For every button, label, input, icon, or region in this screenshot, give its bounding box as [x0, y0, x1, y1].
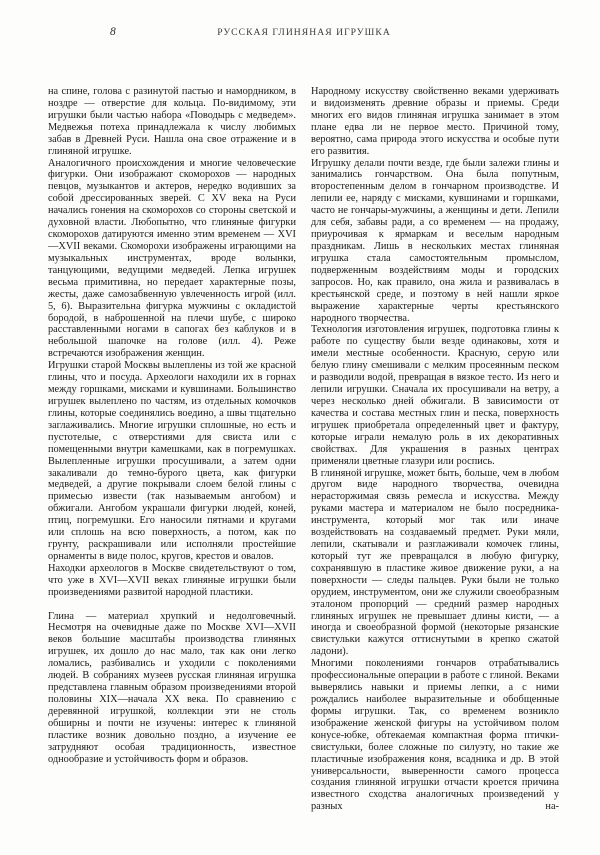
running-title: РУССКАЯ ГЛИНЯНАЯ ИГРУШКА [217, 27, 391, 38]
paragraph: Аналогичного происхождения и многие человеческие фигурки. Они изображают скоморохов — народных певцов, музыкантов и актеров, нередко водивших за собой дрессированных зверей. С XV века на Руси начались гонения на скоморохов со стороны светской и духовной власти. Любопытно, что глиняные фигурки скоморохов датируются именно этим временем — XVI—XVII веками. Скоморохи изображены играющими на музыкальных инструментах, вроде волынки, танцующими, ведущими медведей. Лепка игрушек весьма примитивна, но передает характерные позы, жесты, даже самозабвенную увлеченность игрой (илл. 5, 6). Выразительна фигурка мужчины с окладистой бородой, в наброшенной на плечи шубе, с широко расставленными ногами в сапогах без каблуков и в небольшой шапочке на голове (илл. 4). Реже встречаются изображения женщин. [48, 157, 296, 360]
left-column [48, 86, 296, 836]
page-number: 8 [110, 26, 116, 38]
paragraph: Игрушку делали почти везде, где были залежи глины и занимались гончарством. Она была попутным, второстепенным делом в гончарном производстве. И лепили ее, наряду с мисками, кувшинами и горшками, часто не гончары-мужчины, а женщины и дети. Лепили для себя, забавы ради, а со временем — на продажу, приурочивая к ярмаркам и веселым народным праздникам. Лишь в нескольких местах глиняная игрушка стала самостоятельным промыслом, подверженным воздействиям моды и городских запросов. Но, как правило, она жила и развивалась в крестьянской среде, и поэтому в ней нашли яркое выражение характерные черты крестьянского народного творчества. [311, 157, 559, 324]
right-column [311, 86, 559, 836]
paragraph: Находки археологов в Москве свидетельствуют о том, что уже в XVI—XVII веках глиняные игрушки были произведениями развитой народной пластики. [48, 562, 296, 598]
running-head [48, 26, 552, 42]
paragraph: Глина — материал хрупкий и недолговечный. Несмотря на очевидные даже по Москве XVI—XVII веков большие масштабы производства глиняных игрушек, их дошло до нас мало, так как они легко ломались, разбивались и уходили с поколениями людей. В собраниях музеев русская глиняная игрушка представлена главным образом произведениями второй половины XIX—начала XX века. По сравнению с деревянной игрушкой, коллекции эти не столь обширны и почти не изучены: интерес к глиняной пластике возник довольно поздно, а изучение ее затрудняют особая традиционность, известное однообразие и устойчивость форм и образов. [48, 610, 296, 765]
paragraph: Народному искусству свойственно веками удерживать и видоизменять древние образы и приемы. Среди многих его видов глиняная игрушка занимает в этом плане едва ли не первое место. Причиной тому, вероятно, сама природа этого искусства и особые пути его развития. [311, 86, 559, 157]
paragraph: Технология изготовления игрушек, подготовка глины к работе по существу были везде одинаковы, хотя и имели местные особенности. Красную, серую или белую глину смешивали с мелким просеянным песком и разводили водой, превращая в вязкое тесто. Из него и лепили игрушки. Сначала их просушивали на ветру, а через несколько дней обжигали. В зависимости от качества и состава местных глин и песка, поверхность игрушек приобретала определенный цвет и фактуру, которые играли немалую роль в их декоративных свойствах. Для украшения в разных центрах применяли цветные глазури или роспись. [311, 324, 559, 467]
paragraph: Многими поколениями гончаров отрабатывались профессиональные операции в работе с глиной. Веками выверялись навыки и приемы лепки, а с ними рождались наиболее выразительные и обобщенные формы игрушки. Так, со временем возникло изображение женской фигуры на устойчивом полом конусе-юбке, обтекаемая компактная форма птички-свистульки, более сложные по силуэту, но такие же пластичные изображения коня, всадника и др. В этой универсальности, выверенности самого процесса создания глиняной игрушки отчасти кроется причина известного сходства аналогичных произведений у разных на- [311, 658, 559, 813]
paragraph: Игрушки старой Москвы вылеплены из той же красной глины, что и посуда. Археологи находили их в горнах между горшками, мисками и кувшинами. Большинство игрушек вылеплено по частям, из отдельных комочков глины, которые соединялись воедино, а швы тщательно заглаживались. Многие игрушки сплошные, но есть и пустотелые, с отверстиями для свиста или с помещенными внутри камешками, как в погремушках. Вылепленные игрушки просушивали, а затем одни закаливали до темно-бурого цвета, как фигурки медведей, а другие покрывали слоем белой глины с примесью извести (так называемым ангобом) и обжигали. Ангобом украшали фигурки людей, коней, птиц, погремушки. Его наносили пятнами и кругами или сплошь на всю поверхность, а потом, как по грунту, раскрашивали или исполняли простейшие орнаменты в виде полос, кругов, крестов и овалов. [48, 360, 296, 562]
paragraph: на спине, голова с разинутой пастью и намордником, в ноздре — отверстие для кольца. По-видимому, эти игрушки были частью набора «Поводырь с медведем». Медвежья потеха принадлежала к числу любимых забав в Древней Руси. Нашла она свое отражение и в глиняной игрушке. [48, 86, 296, 157]
text-body [48, 86, 559, 836]
paragraph: В глиняной игрушке, может быть, больше, чем в любом другом виде народного творчества, очевидна нерасторжимая связь ремесла и искусства. Между руками мастера и материалом не было посредника-инструмента, который мог так или иначе воздействовать на создаваемый предмет. Руки мяли, лепили, скатывали и разглаживали комочек глины, который тут же превращался в любую фигурку, сохранявшую в пластике живое движение руки, а на поверхности — следы пальцев. Руки были не только орудием, инструментом, они же служили своеобразным эталоном пропорций — средний размер народных глиняных игрушек не превышает длины кисти, — а иногда и своеобразной формой (некоторые рязанские свистульки кажутся оттиснутыми в крепко сжатой ладони). [311, 467, 559, 658]
